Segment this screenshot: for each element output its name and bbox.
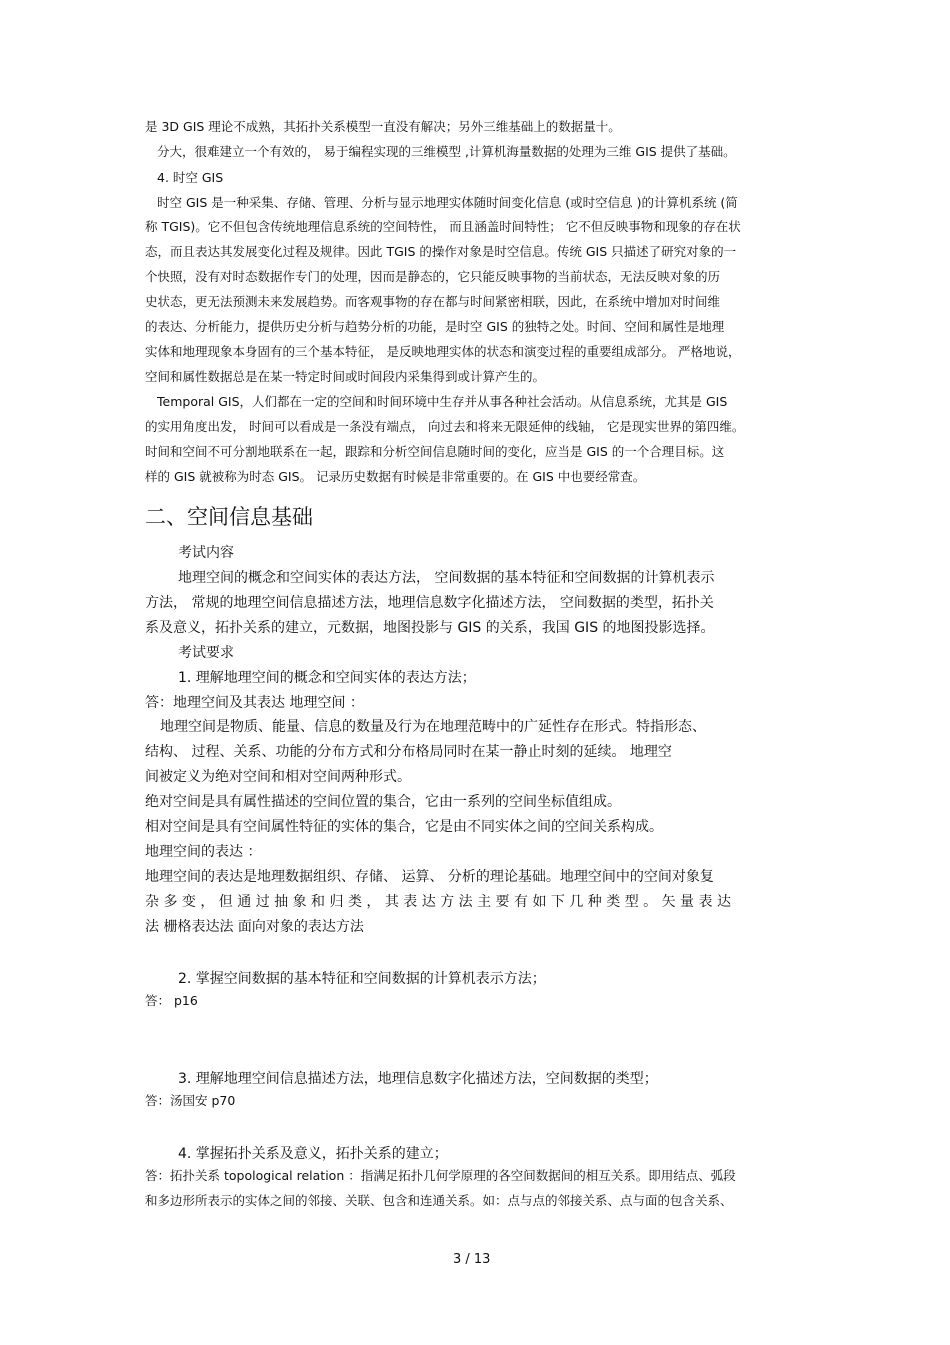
text-line: 样的 GIS 就被称为时态 GIS。 记录历史数据有时候是非常重要的。在 GIS 中也要经常查。: [145, 469, 646, 484]
text-line: 实体和地理现象本身固有的三个基本特征， 是反映地理实体的状态和演变过程的重要组成部分。 严格地说，: [145, 344, 741, 359]
subsection-heading: 4. 时空 GIS: [157, 170, 224, 185]
text-line: 空间和属性数据总是在某一特定时间或时间段内采集得到或计算产生的。: [145, 369, 546, 384]
text-line: 和多边形所表示的实体之间的邻接、关联、包含和连通关系。如：点与点的邻接关系、点与面的包含关系、: [145, 1193, 733, 1208]
text-line: 的实用角度出发， 时间可以看成是一条没有端点， 向过去和将来无限延伸的线轴， 它是现实世界的第四维。: [145, 419, 745, 434]
text-line: 杂 多 变 ， 但 通 过 抽 象 和 归 类 ， 其 表 达 方 法 主 要 有 如 下 几 种 类 型 。 矢 量 表 达: [145, 894, 731, 910]
text-line: 分大，很难建立一个有效的， 易于编程实现的三维模型 ,计算机海量数据的处理为三维 GIS 提供了基础。: [157, 144, 736, 159]
text-line: 地理空间的表达 ：: [145, 844, 262, 860]
text-line: 态，而且表达其发展变化过程及规律。因此 TGIS 的操作对象是时空信息。传统 GIS 只描述了研究对象的一: [145, 244, 737, 259]
text-line: 方法， 常规的地理空间信息描述方法，地理信息数字化描述方法， 空间数据的类型，拓扑关: [145, 595, 714, 611]
text-line: 绝对空间是具有属性描述的空间位置的集合，它由一系列的空间坐标值组成。: [145, 794, 621, 810]
answer-line: 答：地理空间及其表达 地理空间 ：: [145, 695, 364, 711]
text-line: 史状态，更无法预测未来发展趋势。而客观事物的存在都与时间紧密相联，因此，在系统中增加对时间维: [145, 294, 721, 309]
text-line: 时空 GIS 是一种采集、存储、管理、分析与显示地理实体随时间变化信息 (或时空信息 )的计算机系统 (简: [157, 195, 738, 210]
answer-line: 答：汤国安 p70: [145, 1093, 236, 1108]
text-line: 系及意义，拓扑关系的建立，元数据，地图投影与 GIS 的关系，我国 GIS 的地图投影选择。: [145, 620, 715, 636]
page-number: 3 / 13: [453, 1252, 491, 1267]
text-line: Temporal GIS，人们都在一定的空间和时间环境中生存并从事各种社会活动。从信息系统，尤其是 GIS: [157, 394, 728, 409]
text-line: 称 TGIS)。它不但包含传统地理信息系统的空间特性， 而且涵盖时间特性； 它不但反映事物和现象的存在状: [145, 219, 741, 234]
text-line: 考试要求: [178, 645, 234, 661]
answer-line: 答： p16: [145, 993, 198, 1008]
text-line: 结构、 过程、关系、功能的分布方式和分布格局同时在某一静止时刻的延续。 地理空: [145, 744, 672, 760]
text-line: 时间和空间不可分割地联系在一起，跟踪和分析空间信息随时间的变化，应当是 GIS 的一个合理目标。这: [145, 444, 725, 459]
answer-line: 答：拓扑关系 topological relation ：指满足拓扑几何学原理的各空间数据间的相互关系。即用结点、弧段: [145, 1168, 736, 1183]
text-line: 地理空间的表达是地理数据组织、存储、 运算、 分析的理论基础。地理空间中的空间对象复: [145, 869, 714, 885]
question-heading: 2. 掌握空间数据的基本特征和空间数据的计算机表示方法；: [178, 971, 546, 987]
text-line: 法 栅格表达法 面向对象的表达方法: [145, 919, 364, 935]
text-line: 是 3D GIS 理论不成熟，其拓扑关系模型一直没有解决；另外三维基础上的数据量十。: [145, 119, 621, 134]
section-title: 二、空间信息基础: [145, 505, 313, 529]
text-line: 个快照，没有对时态数据作专门的处理，因而是静态的，它只能反映事物的当前状态，无法反映对象的历: [145, 269, 721, 284]
question-heading: 4. 掌握拓扑关系及意义，拓扑关系的建立；: [178, 1146, 448, 1162]
text-line: 间被定义为绝对空间和相对空间两种形式。: [145, 769, 411, 785]
text-line: 的表达、分析能力，提供历史分析与趋势分析的功能，是时空 GIS 的独特之处。时间、空间和属性是地理: [145, 319, 725, 334]
text-line: 相对空间是具有空间属性特征的实体的集合，它是由不同实体之间的空间关系构成。: [145, 819, 663, 835]
text-line: 地理空间是物质、能量、信息的数量及行为在地理范畴中的广延性存在形式。特指形态、: [160, 719, 706, 735]
text-line: 考试内容: [178, 545, 234, 561]
question-heading: 3. 理解地理空间信息描述方法，地理信息数字化描述方法，空间数据的类型；: [178, 1071, 658, 1087]
text-line: 地理空间的概念和空间实体的表达方法， 空间数据的基本特征和空间数据的计算机表示: [178, 570, 715, 586]
question-heading: 1. 理解地理空间的概念和空间实体的表达方法；: [178, 670, 476, 686]
